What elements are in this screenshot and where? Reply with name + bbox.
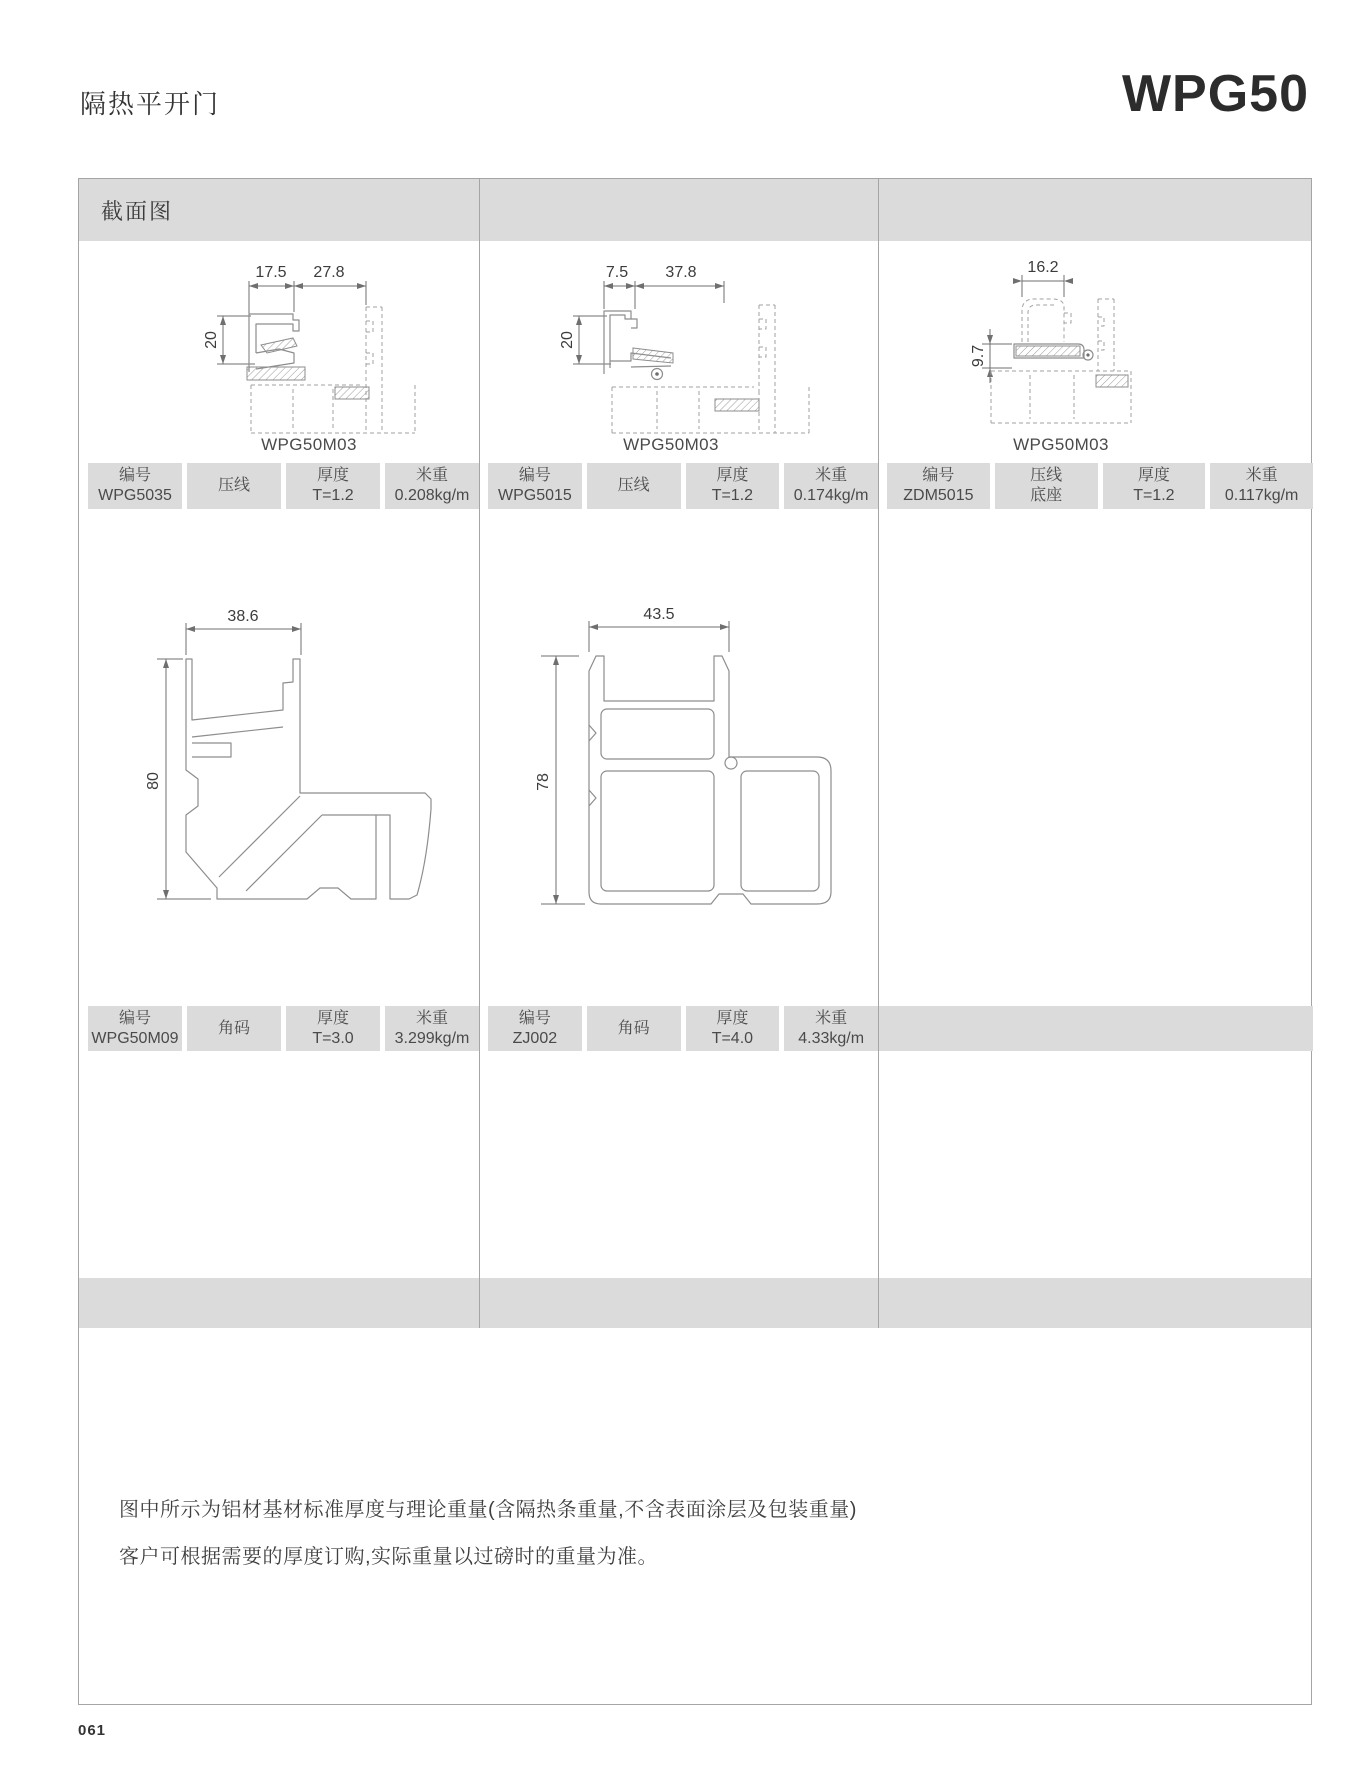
cell-label: 米重 xyxy=(415,467,448,484)
spec-cell-type xyxy=(587,1006,681,1051)
footnote-line: 客户可根据需要的厚度订购,实际重量以过磅时的重量为准。 xyxy=(119,1546,659,1568)
cell-value: 3.299kg/m xyxy=(394,1029,470,1047)
spec-row-zdm5015 xyxy=(878,463,1313,509)
spec-cell-thickness xyxy=(686,1006,780,1051)
cell-value: 底座 xyxy=(1030,487,1063,504)
cell-value: T=1.2 xyxy=(711,487,754,504)
cell-value: T=1.2 xyxy=(312,487,354,504)
spec-row-zj002 xyxy=(479,1006,878,1051)
profile-outline xyxy=(589,656,831,904)
dim-label: 20 xyxy=(203,331,220,349)
dimension-lines xyxy=(145,608,301,899)
cell-label: 编号 xyxy=(922,467,955,484)
footnote xyxy=(119,1487,857,1581)
spec-cell-weight xyxy=(784,1006,878,1051)
adjacent-profile-dashed xyxy=(991,299,1131,423)
profile-outline xyxy=(186,659,431,899)
cell-value: 压线 xyxy=(217,477,250,494)
corner-bracket-diagram-zj002 xyxy=(479,509,878,1004)
profile-drawing-wpg5015 xyxy=(479,241,878,463)
corner-bracket-diagram-wpg50m09 xyxy=(79,509,479,1004)
dim-label: 27.8 xyxy=(313,264,345,281)
spec-sheet-table xyxy=(78,178,1312,1705)
cell-value: ZDM5015 xyxy=(903,487,974,504)
series-model-title: WPG50 xyxy=(1121,65,1309,123)
spec-cell-weight xyxy=(385,1006,479,1051)
cell-value: 4.33kg/m xyxy=(798,1029,865,1047)
cell-value: T=3.0 xyxy=(312,1029,354,1047)
base-profile-outline xyxy=(1014,344,1093,360)
thermal-break-block xyxy=(335,387,369,399)
cell-label: 厚度 xyxy=(316,1009,349,1027)
cell-label: 米重 xyxy=(815,467,848,484)
spec-cell-type xyxy=(995,463,1098,509)
page-number: 061 xyxy=(78,1722,107,1739)
profile-drawing-wpg5035 xyxy=(79,241,479,463)
empty-gray-band xyxy=(79,1278,1311,1328)
cell-value: 0.208kg/m xyxy=(394,487,470,504)
profile-outline xyxy=(604,311,673,380)
spec-cell-type xyxy=(187,463,281,509)
cross-section-diagram-zdm5015 xyxy=(878,241,1313,463)
cell-label: 编号 xyxy=(518,1009,551,1027)
dim-label: 7.5 xyxy=(605,264,629,281)
thermal-break-block xyxy=(1096,375,1128,387)
adjacent-profile-dashed xyxy=(612,305,809,433)
cell-value: 角码 xyxy=(617,1019,650,1037)
column-divider xyxy=(878,179,879,1328)
cell-value: 0.174kg/m xyxy=(793,487,869,504)
spec-cell-type xyxy=(187,1006,281,1051)
diagram-caption: WPG50M03 xyxy=(1013,435,1109,454)
spec-cell-code xyxy=(88,1006,182,1051)
profile-drawing-wpg50m09 xyxy=(79,509,479,1004)
cell-label: 米重 xyxy=(415,1009,448,1027)
dim-label: 37.8 xyxy=(665,264,697,281)
cell-label: 米重 xyxy=(1245,467,1278,484)
cell-label: 厚度 xyxy=(316,467,349,484)
diagram-caption: WPG50M03 xyxy=(261,435,357,454)
dim-label: 78 xyxy=(535,773,552,791)
dim-label: 43.5 xyxy=(643,606,675,623)
section-title: 截面图 xyxy=(101,198,174,224)
spec-row-wpg50m09 xyxy=(79,1006,479,1051)
dim-label: 20 xyxy=(559,331,576,349)
dim-label: 80 xyxy=(145,772,162,790)
spec-cell-weight xyxy=(1210,463,1313,509)
spec-cell-thickness xyxy=(286,1006,380,1051)
cell-value: 0.117kg/m xyxy=(1224,487,1299,504)
spec-row-wpg5035 xyxy=(79,463,479,509)
spec-cell-type xyxy=(587,463,681,509)
profile-drawing-zj002 xyxy=(479,509,878,1004)
diagram-caption: WPG50M03 xyxy=(623,435,719,454)
cell-label: 编号 xyxy=(518,467,551,484)
footnote-line: 图中所示为铝材基材标准厚度与理论重量(含隔热条重量,不含表面涂层及包装重量) xyxy=(119,1499,857,1521)
spec-cell-thickness xyxy=(1103,463,1206,509)
cross-section-diagram-wpg5035 xyxy=(79,241,479,463)
cell-label: 厚度 xyxy=(1137,467,1170,484)
spec-cell-weight xyxy=(784,463,878,509)
cell-value: 压线 xyxy=(617,477,650,494)
dim-label: 38.6 xyxy=(227,608,259,625)
profile-outline xyxy=(247,314,305,380)
cell-value: WPG5015 xyxy=(497,487,572,504)
column-divider xyxy=(479,179,480,1328)
dim-label: 16.2 xyxy=(1027,259,1059,276)
spec-cell-code xyxy=(887,463,990,509)
cell-value: T=4.0 xyxy=(711,1029,754,1047)
empty-spec-band xyxy=(878,1006,1313,1051)
cell-value: 压线 xyxy=(1030,467,1063,484)
spec-cell-code xyxy=(488,1006,582,1051)
cell-label: 厚度 xyxy=(716,1009,749,1027)
cell-value: 角码 xyxy=(217,1019,250,1037)
spec-cell-code xyxy=(488,463,582,509)
profile-drawing-zdm5015 xyxy=(878,241,1313,463)
thermal-break-block xyxy=(715,399,759,411)
cell-label: 编号 xyxy=(118,1009,151,1027)
cell-label: 米重 xyxy=(815,1009,848,1027)
dim-label: 17.5 xyxy=(255,264,287,281)
spec-row-wpg5015 xyxy=(479,463,878,509)
section-header-band xyxy=(79,179,1311,241)
cell-label: 厚度 xyxy=(716,467,749,484)
spec-cell-thickness xyxy=(686,463,780,509)
spec-cell-thickness xyxy=(286,463,380,509)
spec-cell-weight xyxy=(385,463,479,509)
cell-value: WPG50M09 xyxy=(91,1029,179,1047)
cross-section-diagram-wpg5015 xyxy=(479,241,878,463)
cell-value: T=1.2 xyxy=(1133,487,1175,504)
dim-label: 9.7 xyxy=(970,344,987,368)
page-title: 隔热平开门 xyxy=(80,89,221,119)
bead-profile-dashed xyxy=(1022,299,1071,342)
spec-cell-code xyxy=(88,463,182,509)
cell-value: WPG5035 xyxy=(98,487,172,504)
cell-label: 编号 xyxy=(118,467,151,484)
cell-value: ZJ002 xyxy=(512,1029,558,1047)
dimension-lines xyxy=(535,606,729,904)
